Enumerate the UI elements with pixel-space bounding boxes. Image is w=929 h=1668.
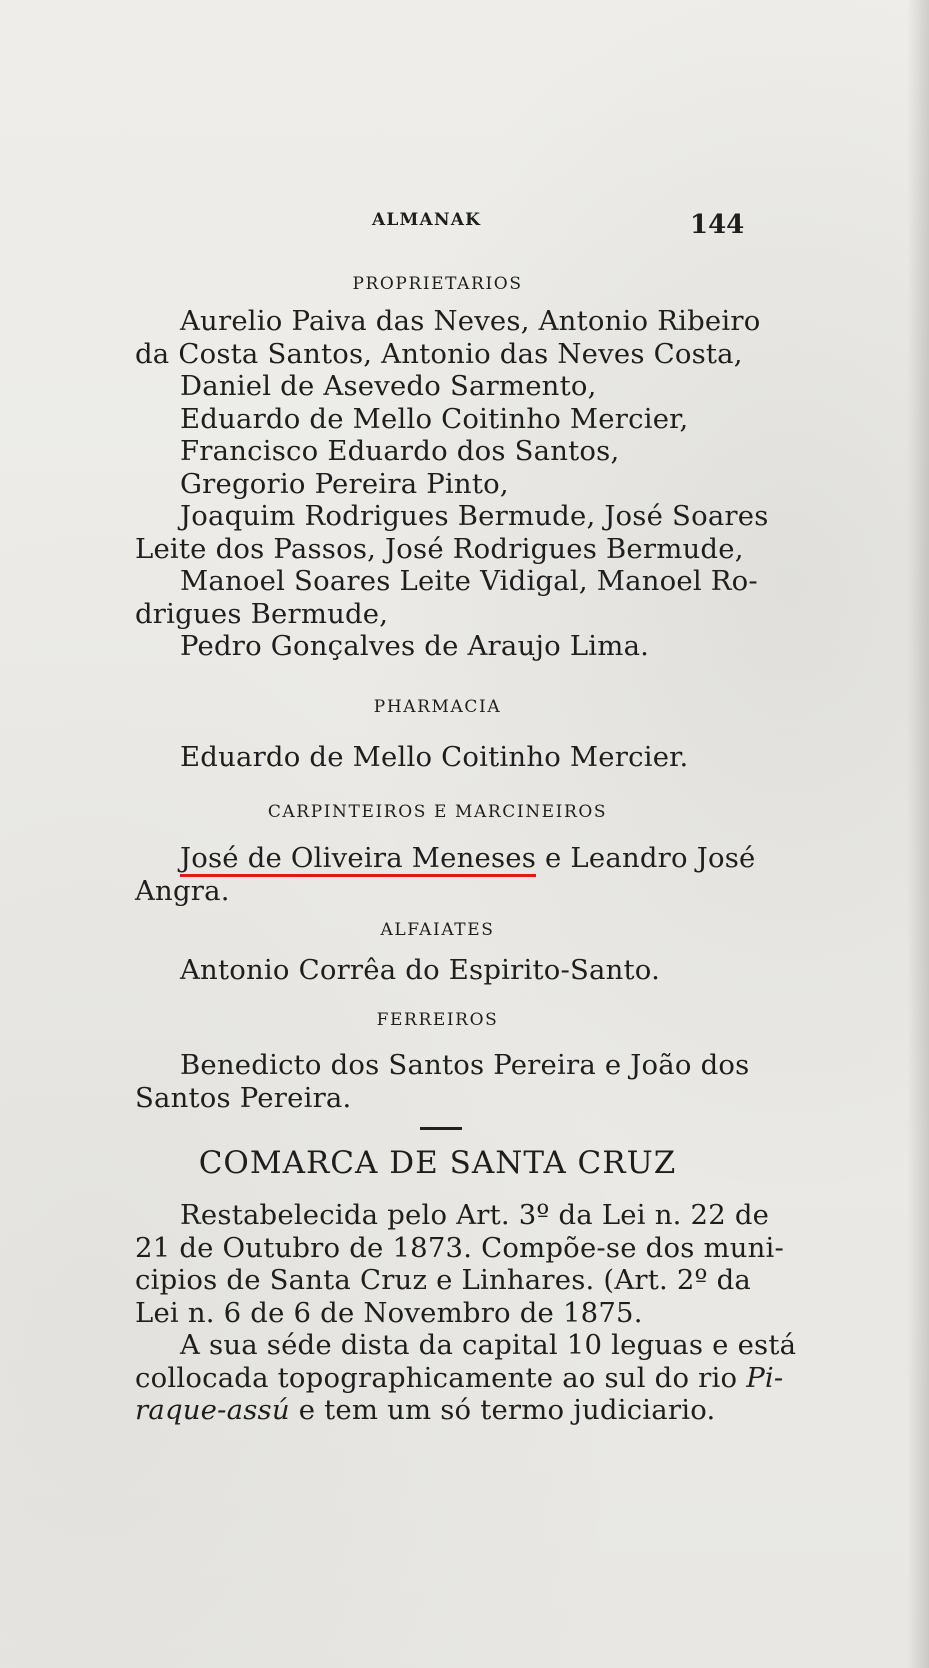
comarca-paragraph-2 (135, 1329, 797, 1427)
ferreiros-list (135, 1049, 750, 1114)
text-fragment: e Leandro José (536, 842, 756, 874)
text-line: Joaquim Rodrigues Bermude, José Soares (180, 500, 769, 532)
text-line: Santos Pereira. (135, 1081, 352, 1114)
pharmacia-list (135, 741, 740, 774)
text-line: drigues Bermude, (135, 597, 389, 630)
text-line: da Costa Santos, Antonio das Neves Costa, (135, 337, 743, 370)
text-line: Daniel de Asevedo Sarmento, (180, 370, 597, 402)
comarca-paragraph-1 (135, 1199, 785, 1329)
heading-pharmacia: PHARMACIA (373, 697, 502, 717)
heading-proprietarios: PROPRIETARIOS (352, 274, 523, 294)
text-fragment: e tem um só termo judiciario. (289, 1394, 716, 1426)
text-line: Manoel Soares Leite Vidigal, Manoel Ro- (180, 565, 758, 597)
text-line: Eduardo de Mello Coitinho Mercier. (180, 741, 689, 773)
text-line: Angra. (135, 874, 230, 907)
text-line: Francisco Eduardo dos Santos, (180, 435, 620, 467)
heading-alfaiates: ALFAIATES (380, 920, 495, 940)
text-fragment: collocada topographicamente ao sul do rio (135, 1361, 738, 1394)
comarca-title: COMARCA DE SANTA CRUZ (198, 1145, 677, 1181)
text-line: Antonio Corrêa do Espirito-Santo. (180, 954, 661, 986)
text-line: Gregorio Pereira Pinto, (180, 467, 509, 500)
text-line: A sua séde dista da capital 10 leguas e está (180, 1329, 797, 1361)
heading-carpinteiros: CARPINTEIROS E MARCINEIROS (267, 802, 608, 822)
text-line: Aurelio Paiva das Neves, Antonio Ribeiro (180, 305, 761, 337)
page-edge-shadow (907, 0, 929, 1668)
text-line: 21 de Outubro de 1873. Compõe-se dos muni- (135, 1231, 785, 1264)
text-line: Eduardo de Mello Coitinho Mercier, (180, 402, 689, 435)
text-line: Benedicto dos Santos Pereira e João dos (180, 1049, 750, 1081)
text-line: Lei n. 6 de 6 de Novembro de 1875. (135, 1296, 643, 1329)
running-header-title: ALMANAK (372, 210, 482, 230)
text-line: cipios de Santa Cruz e Linhares. (Art. 2º da (135, 1264, 752, 1296)
text-line (135, 842, 756, 875)
text-line: Pedro Gonçalves de Araujo Lima. (180, 630, 650, 662)
highlighted-name: José de Oliveira Meneses (180, 842, 536, 877)
text-line: Leite dos Passos, José Rodrigues Bermude, (135, 532, 744, 565)
alfaiates-list (135, 954, 740, 987)
text-line (135, 1361, 784, 1395)
river-name-part1: Pi- (746, 1361, 784, 1394)
section-divider (420, 1127, 462, 1130)
text-line: Restabelecida pelo Art. 3º da Lei n. 22 de (180, 1199, 770, 1231)
heading-ferreiros: FERREIROS (376, 1010, 499, 1030)
river-name-part2: raque-assú (135, 1394, 290, 1426)
page-number: 144 (690, 210, 745, 240)
proprietarios-list (135, 305, 769, 663)
carpinteiros-list (135, 842, 756, 907)
text-line (135, 1394, 740, 1427)
